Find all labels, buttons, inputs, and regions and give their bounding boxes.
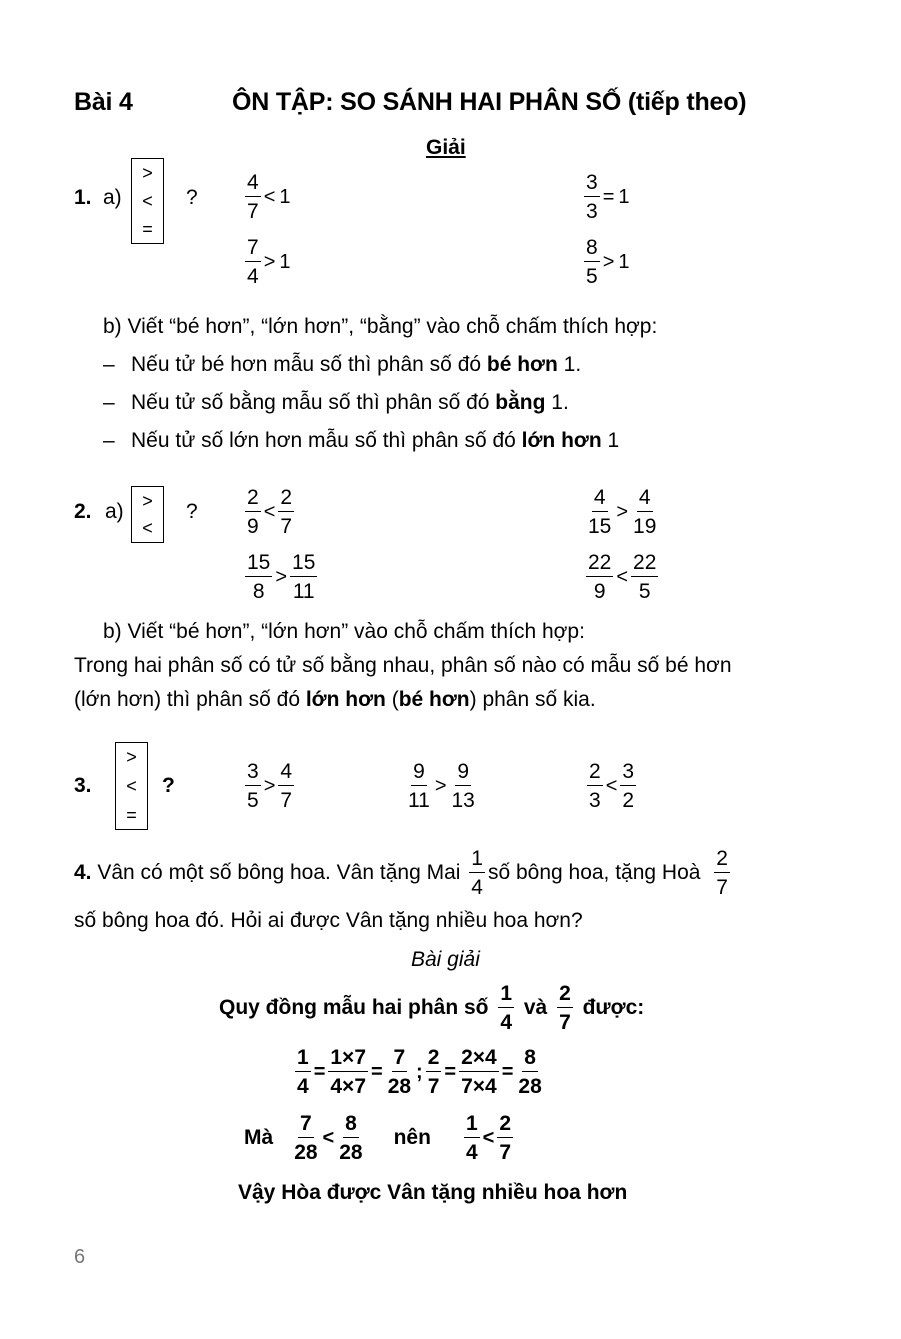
ex4-comparison-line: Mà $\frac{7}{28}$ < $\frac{8}{28}$ nên $\frac{1}{4}$ < $\frac{2}{7}$ bbox=[244, 1112, 511, 1164]
ex3-question-mark: ? bbox=[162, 774, 175, 797]
ex1-question-mark: ? bbox=[186, 186, 198, 209]
ex1-rule-1: – Nếu tử bé hơn mẫu số thì phân số đó bé hơn 1. bbox=[103, 353, 582, 376]
ex1-comparison-4: $\frac{8}{5}$ > 1 bbox=[586, 236, 630, 288]
sign-greater: > bbox=[142, 490, 153, 511]
sign-equal: = bbox=[126, 804, 137, 825]
sign-less: < bbox=[142, 518, 153, 539]
ex4-calculation: $\frac{1}{4}$ = $\frac{1\times 7}{4\times 7}$ = $\frac{7}{28}$ ; $\frac{2}{7}$ = $\frac{2\times 4}{7\times 4}$ = $\frac{8}{28}$ bbox=[297, 1046, 542, 1098]
ex3-comparison-2: $\frac{9}{11}$ > $\frac{9}{13}$ bbox=[408, 760, 475, 812]
sign-equal: = bbox=[142, 219, 153, 239]
ex4-common-denominator-line: Quy đồng mẫu hai phân số $\frac{1}{4}$ và $\frac{2}{7}$ được: bbox=[219, 982, 645, 1034]
ex3-label: 3. bbox=[74, 774, 92, 797]
ex3-comparison-3: $\frac{2}{3}$ < $\frac{3}{2}$ bbox=[589, 760, 635, 812]
ex1-comparison-2: $\frac{3}{3}$ = 1 bbox=[586, 171, 630, 223]
ex2-sign-box bbox=[131, 486, 164, 543]
ex4-label: 4. bbox=[74, 861, 92, 884]
ex4-conclusion: Vậy Hòa được Vân tặng nhiều hoa hơn bbox=[238, 1181, 628, 1204]
ex1-rule-2: – Nếu tử số bằng mẫu số thì phân số đó bằng 1. bbox=[103, 391, 569, 414]
page-title: ÔN TẬP: SO SÁNH HAI PHÂN SỐ (tiếp theo) bbox=[232, 88, 747, 116]
page-number: 6 bbox=[74, 1246, 86, 1268]
ex2-comparison-4: $\frac{22}{9}$ < $\frac{22}{5}$ bbox=[588, 551, 657, 603]
ex2-label: 2. bbox=[74, 500, 92, 523]
ex1-comparison-3: $\frac{7}{4}$ > 1 bbox=[247, 236, 291, 288]
ex1-sign-box bbox=[131, 158, 164, 244]
sign-greater: > bbox=[142, 163, 153, 183]
ex2-question-mark: ? bbox=[186, 500, 198, 523]
ex2-comparison-1: $\frac{2}{9}$ < $\frac{2}{7}$ bbox=[247, 486, 293, 538]
sign-less: < bbox=[142, 191, 153, 211]
ex1-comparison-1: $\frac{4}{7}$ < 1 bbox=[247, 171, 291, 223]
ex2-part-b: b) Viết “bé hơn”, “lớn hơn” vào chỗ chấm thích hợp: bbox=[103, 620, 585, 643]
ex4-solution-title: Bài giải bbox=[411, 948, 480, 971]
ex2-comparison-3: $\frac{15}{8}$ > $\frac{15}{11}$ bbox=[247, 551, 316, 603]
sign-greater: > bbox=[126, 747, 137, 768]
ex4-problem-line-2: số bông hoa đó. Hỏi ai được Vân tặng nhiều hoa hơn? bbox=[74, 909, 583, 932]
ex3-comparison-1: $\frac{3}{5}$ > $\frac{4}{7}$ bbox=[247, 760, 293, 812]
ex1-part-b: b) Viết “bé hơn”, “lớn hơn”, “bằng” vào chỗ chấm thích hợp: bbox=[103, 315, 658, 338]
sign-less: < bbox=[126, 775, 137, 796]
ex2-part-a: a) bbox=[105, 500, 124, 523]
ex1-part-a: a) bbox=[103, 186, 122, 209]
ex2-comparison-2: $\frac{4}{15}$ > $\frac{4}{19}$ bbox=[588, 486, 657, 538]
solution-heading: Giải bbox=[426, 136, 466, 159]
ex1-rule-3: – Nếu tử số lớn hơn mẫu số thì phân số đó lớn hơn 1 bbox=[103, 429, 620, 452]
ex2-answer-line-1: Trong hai phân số có tử số bằng nhau, phân số nào có mẫu số bé hơn bbox=[74, 654, 732, 677]
lesson-number: Bài 4 bbox=[74, 88, 133, 116]
ex3-sign-box bbox=[115, 742, 148, 830]
ex2-answer-line-2: (lớn hơn) thì phân số đó lớn hơn (bé hơn) phân số kia. bbox=[74, 688, 596, 711]
ex4-problem-line-1: 4. Vân có một số bông hoa. Vân tặng Mai $\frac{1}{4}$ số bông hoa, tặng Hoà $\frac{2}{7}$ bbox=[74, 847, 728, 899]
ex1-label: 1. bbox=[74, 186, 92, 209]
